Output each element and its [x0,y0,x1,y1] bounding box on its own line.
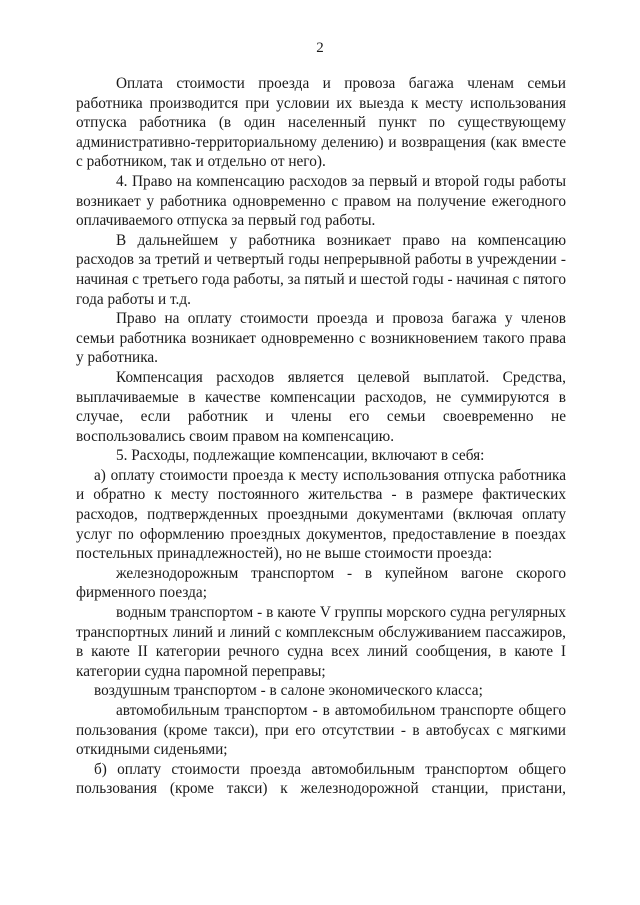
paragraph-item-5b: б) оплату стоимости проезда автомобильным транспортом общего пользования (кроме такси) к железнодорожной станции, пристани, [76,760,566,798]
paragraph-item-5: 5. Расходы, подлежащие компенсации, включают в себя: [116,447,485,465]
paragraph-road-transport: автомобильным транспортом - в автомобильном транспорте общего пользования (кроме такси), при его отсутствии - в автобусах с мягкими откидными сиденьями; [76,702,566,759]
paragraph-item-4: 4. Право на компенсацию расходов за первый и второй годы работы возникает у работника одновременно с правом на получение ежегодного оплачиваемого отпуска за первый год работы. [76,172,566,230]
paragraph-subsequent-years: В дальнейшем у работника возникает право на компенсацию расходов за третий и четвертый годы непрерывной работы в учреждении - начиная с третьего года работы, за пятый и шестой годы - начиная с пятого года работы и т.д. [76,231,566,308]
paragraph-family-right: Право на оплату стоимости проезда и провоза багажа у членов семьи работника возникает одновременно с возникновением такого права у работника. [76,310,566,367]
document-body [76,74,566,799]
paragraph-water-transport: водным транспортом - в каюте V группы морского судна регулярных транспортных линий и линий с комплексным обслуживанием пассажиров, в каюте II категории речного судна всех линий сообщения, в каюте I категории судна паромной переправы; [76,604,566,680]
paragraph-rail-transport: железнодорожным транспортом - в купейном вагоне скорого фирменного поезда; [76,564,566,602]
paragraph-air-transport: воздушным транспортом - в салоне экономического класса; [94,682,483,700]
page-number: 2 [316,40,324,56]
paragraph-target-payment: Компенсация расходов является целевой выплатой. Средства, выплачиваемые в качестве компенсации расходов, не суммируются в случае, если работник и члены его семьи своевременно не воспользовались своим правом на компенсацию. [76,368,566,445]
paragraph-family-travel: Оплата стоимости проезда и провоза багажа членам семьи работника производится при условии их выезда к месту использования отпуска работника (в один населенный пункт по существующему административно-территориальному делению) и возвращения (как вместе с работником, так и отдельно от него). [76,75,566,171]
paragraph-item-5a: а) оплату стоимости проезда к месту использования отпуска работника и обратно к месту постоянного жительства - в размере фактических расходов, подтвержденных проездными документами (включая оплату услуг по оформлению проездных документов, предоставление в поездах постельных принадлежностей), но не выше стоимости проезда: [76,466,566,563]
